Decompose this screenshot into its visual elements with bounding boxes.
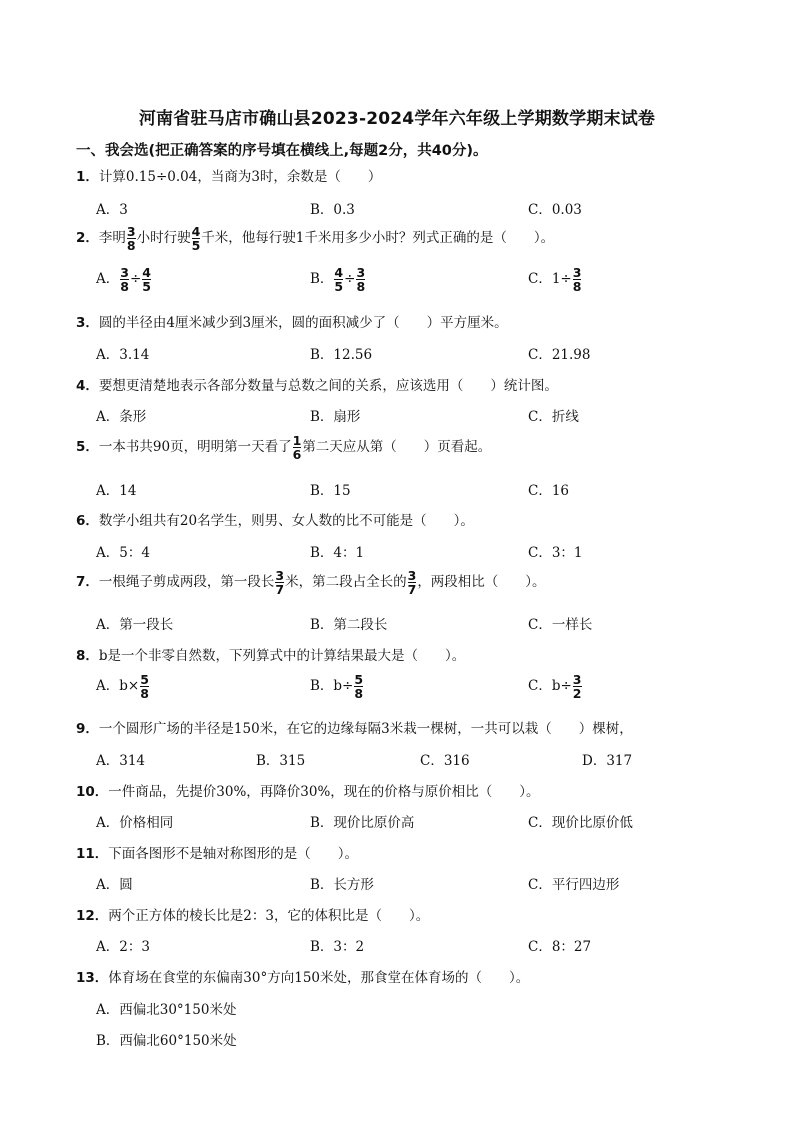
q5-option-b: B．15 (310, 483, 351, 499)
question-10: 10．一件商品，先提价30%，再降价30%，现在的价格与原价相比（ ）。 (76, 784, 540, 800)
q9-option-d: D．317 (582, 753, 633, 769)
q9-option-b: B．315 (256, 753, 306, 769)
q4-option-b: B．扇形 (310, 409, 361, 425)
q7-option-c: C．一样长 (528, 617, 593, 633)
q5-option-c: C．16 (528, 483, 570, 499)
q4-option-a: A．条形 (96, 409, 147, 425)
question-7: 7．一根绳子剪成两段，第一段长 $\frac{3}{7}$ 米，第二段占全长的 $\frac{3}{7}$ ，两段相比（ ）。 (76, 568, 546, 597)
fraction: $\frac{3}{7}$ (275, 568, 285, 597)
q8-option-b: B．b÷ $\frac{5}{8}$ (310, 672, 364, 701)
q10-option-c: C．现价比原价低 (528, 815, 633, 831)
question-12: 12．两个正方体的棱长比是2：3，它的体积比是（ ）。 (76, 908, 430, 924)
q10-option-b: B．现价比原价高 (310, 815, 415, 831)
question-8: 8．b是一个非零自然数，下列算式中的计算结果最大是（ ）。 (76, 648, 466, 664)
q1-option-a: A．3 (96, 202, 128, 218)
q11-option-c: C．平行四边形 (528, 877, 620, 893)
q12-option-a: A．2：3 (96, 939, 150, 955)
q12-option-c: C．8：27 (528, 939, 592, 955)
question-9: 9．一个圆形广场的半径是150米，在它的边缘每隔3米栽一棵树，一共可以栽（ ）棵树， (76, 721, 633, 737)
q7-option-b: B．第二段长 (310, 617, 388, 633)
q12-option-b: B．3：2 (310, 939, 365, 955)
question-13: 13．体育场在食堂的东偏南30°方向150米处，那食堂在体育场的（ ）。 (76, 970, 530, 986)
question-3: 3．圆的半径由4厘米减少到3厘米，圆的面积减少了（ ）平方厘米。 (76, 315, 508, 331)
q13-option-b: B．西偏北60°150米处 (96, 1033, 237, 1049)
q2-option-b: B． $\frac{4}{5}$ ÷ $\frac{3}{8}$ (310, 265, 366, 294)
q3-option-b: B．12.56 (310, 347, 373, 363)
fraction: $\frac{1}{6}$ (292, 433, 302, 462)
q11-option-a: A．圆 (96, 877, 133, 893)
q3-option-c: C．21.98 (528, 347, 591, 363)
q1-option-c: C．0.03 (528, 202, 582, 218)
q4-option-c: C．折线 (528, 409, 579, 425)
q1-option-b: B．0.3 (310, 202, 355, 218)
question-5: 5．一本书共90页，明明第一天看了 $\frac{1}{6}$ 第二天应从第（ ）页看起。 (76, 433, 492, 462)
q6-option-b: B．4：1 (310, 545, 365, 561)
fraction: $\frac{3}{8}$ (126, 224, 136, 253)
q13-option-a: A．西偏北30°150米处 (96, 1002, 237, 1018)
q6-option-a: A．5：4 (96, 545, 150, 561)
q8-option-c: C．b÷ $\frac{3}{2}$ (528, 672, 582, 701)
q9-option-c: C．316 (420, 753, 470, 769)
fraction: $\frac{4}{5}$ (191, 224, 201, 253)
q6-option-c: C．3：1 (528, 545, 583, 561)
q11-option-b: B．长方形 (310, 877, 374, 893)
question-4: 4．要想更清楚地表示各部分数量与总数之间的关系，应该选用（ ）统计图。 (76, 378, 558, 394)
q2-option-a: A． $\frac{3}{8}$ ÷ $\frac{4}{5}$ (96, 265, 151, 294)
q3-option-a: A．3.14 (96, 347, 150, 363)
q9-option-a: A．314 (96, 753, 146, 769)
q8-option-a: A．b× $\frac{5}{8}$ (96, 672, 149, 701)
q2-option-c: C．1÷ $\frac{3}{8}$ (528, 265, 582, 294)
question-1: 1．计算0.15÷0.04，当商为3时，余数是（ ） (76, 169, 382, 185)
q10-option-a: A．价格相同 (96, 815, 174, 831)
section-heading: 一、我会选(把正确答案的序号填在横线上,每题2分，共40分)。 (76, 143, 488, 159)
question-11: 11．下面各图形不是轴对称图形的是（ ）。 (76, 846, 359, 862)
q7-option-a: A．第一段长 (96, 617, 174, 633)
fraction: $\frac{3}{7}$ (407, 568, 417, 597)
question-6: 6．数学小组共有20名学生，则男、女人数的比不可能是（ ）。 (76, 513, 474, 529)
page-title: 河南省驻马店市确山县2023-2024学年六年级上学期数学期末试卷 (138, 109, 656, 129)
question-2: 2．李明 $\frac{3}{8}$ 小时行驶 $\frac{4}{5}$ 千米，他每行驶1千米用多少小时？列式正确的是（ ）。 (76, 224, 555, 253)
q5-option-a: A．14 (96, 483, 137, 499)
